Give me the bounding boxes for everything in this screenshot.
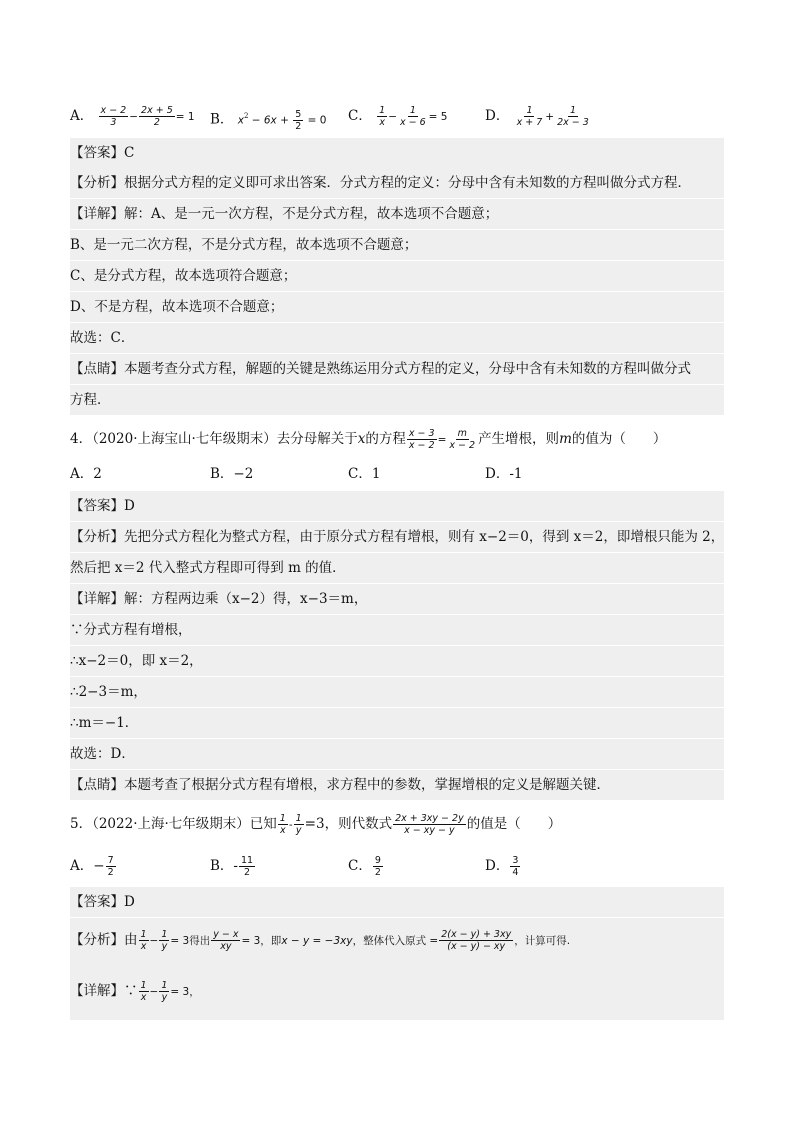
q3-option-d: D． $\frac{1}{x + 7}$ + $\frac{1}{2x - 3}$ — [485, 105, 589, 128]
q4-answer: 【答案】D — [70, 491, 724, 521]
q4-detail-line: ∴m＝−1． — [70, 708, 724, 738]
q5-option-d: D． $\frac{3}{4}$ — [485, 855, 519, 878]
q3-detail-line: B、是一元二次方程，不是分式方程，故本选项不合题意； — [70, 230, 724, 260]
q4-detail-line: 故选：D． — [70, 739, 724, 769]
q4-detail-line: 【详解】解：方程两边乘（x−2）得，x−3＝m， — [70, 584, 724, 614]
q5-answer: 【答案】D — [70, 887, 724, 917]
q3-option-c: C． $\frac{1}{x}$ − $\frac{1}{x - 6}$ = 5 — [348, 105, 448, 128]
q3-detail-line: D、不是方程，故本选项不合题意； — [70, 292, 724, 322]
q4-options — [70, 459, 724, 489]
q4-analysis: 【分析】先把分式方程化为整式方程，由于原分式方程有增根，则有 x−2＝0，得到 x＝2，即增根只能为 2， — [70, 522, 724, 552]
q4-comment: 【点睛】本题考查了根据分式方程有增根，求方程中的参数，掌握增根的定义是解题关键． — [70, 770, 724, 800]
q4-detail-line: ∴2−3＝m， — [70, 677, 724, 707]
q5-options — [70, 844, 724, 888]
q3-detail-line: 故选：C． — [70, 323, 724, 353]
q3-option-b: B． $x^2 - 6x$ + $\frac{5}{2}$ = 0 — [210, 108, 327, 132]
q4-detail-line: ∴x−2＝0，即 x＝2， — [70, 646, 724, 676]
q4-detail-line: ∵分式方程有增根， — [70, 615, 724, 645]
q3-analysis: 【分析】根据分式方程的定义即可求出答案．分式方程的定义：分母中含有未知数的方程叫做分式方程． — [70, 168, 724, 198]
q3-detail-line: C、是分式方程，故本选项符合题意； — [70, 261, 724, 291]
q5-option-c: C． $\frac{9}{2}$ — [348, 855, 381, 878]
q5-analysis: 【分析】由 $\frac{1}{x}$ − $\frac{1}{y}$ = 3得出 $\frac{y - x}{xy}$ = 3，即x − y = −3xy，整体代入原式 = $\frac{2(x - y) + 3xy}{(x - y) - xy}$ ，计算可得. — [70, 918, 724, 962]
q5-detail: 【详解】∵ $\frac{1}{x}$ − $\frac{1}{y}$ = 3， — [70, 962, 724, 1020]
q4-analysis-cont: 然后把 x＝2 代入整式方程即可得到 m 的值． — [70, 553, 724, 583]
q5-stem: 5．（2022·上海·七年级期末）已知 $\frac{1}{x}$ - $\frac{1}{y}$ =3，则代数式 $\frac{2x + 3xy - 2y}{x - xy - y}$ 的值是（ ） — [70, 813, 562, 836]
q4-stem: 4．（2020·上海宝山·七年级期末）去分母解关于x的方程 $\frac{x - 3}{x - 2}$ = $\frac{m}{x - 2}$ 产生增根，则m的值为（ ） — [70, 428, 667, 451]
q5-option-b: B．- $\frac{11}{2}$ — [210, 855, 254, 878]
q3-option-a: A． $\frac{x - 2}{3}$ − $\frac{2x + 5}{2}$ = 1 — [70, 105, 195, 128]
q4-option-c: C．1 — [348, 466, 381, 482]
q4-option-d: D．-1 — [485, 466, 523, 482]
q3-comment: 【点睛】本题考查分式方程，解题的关键是熟练运用分式方程的定义，分母中含有未知数的方程叫做分式 — [70, 354, 724, 384]
q3-options — [70, 94, 724, 138]
q3-answer: 【答案】C — [70, 138, 724, 168]
q3-detail-line: 【详解】解：A、是一元一次方程，不是分式方程，故本选项不合题意； — [70, 199, 724, 229]
q4-option-a: A．2 — [70, 466, 102, 482]
q4-option-b: B．−2 — [210, 466, 254, 482]
q5-option-a: A．− $\frac{7}{2}$ — [70, 855, 114, 878]
q3-comment-cont: 方程． — [70, 385, 724, 415]
